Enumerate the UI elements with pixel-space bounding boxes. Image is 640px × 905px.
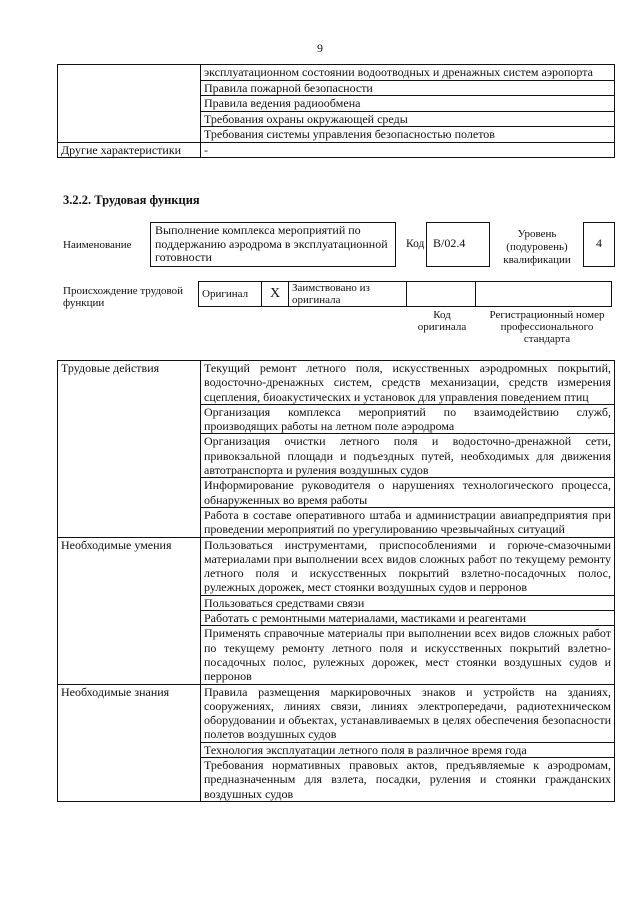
empty-label-cell	[58, 65, 201, 143]
registration-caption: Регистрационный номер профессионального стандарта	[489, 309, 605, 345]
page-number: 9	[317, 41, 323, 55]
table-cell: Текущий ремонт летного поля, искусственных аэродромных покрытий, водосточно-дренажных систем, средств механизации, средств измерения сцепления, биоакустических и установок для управления поведением птиц	[201, 361, 615, 405]
other-characteristics-label: Другие характеристики	[58, 142, 201, 158]
table-row	[58, 142, 615, 158]
labor-actions-label: Трудовые действия	[58, 361, 201, 538]
origin-code-cell	[407, 282, 476, 307]
table-cell: Организация комплекса мероприятий по взаимодействию служб, производящих работы на летном поле аэродрома	[201, 404, 615, 434]
required-skills-label: Необходимые умения	[58, 537, 201, 684]
table-row	[58, 65, 615, 81]
table-cell: Работать с ремонтными материалами, мастиками и реагентами	[201, 611, 615, 626]
section-title: 3.2.2. Трудовая функция	[63, 193, 200, 207]
labor-function-table	[57, 360, 615, 802]
qualification-level-label: Уровень (подуровень) квалификации	[503, 228, 571, 266]
original-mark: X	[262, 282, 289, 307]
table-cell: Требования нормативных правовых актов, предъявляемые к аэродромам, предназначенным для взлета, посадки, руления и стоянки гражданских воздушных судов	[201, 758, 615, 802]
original-label: Оригинал	[199, 282, 262, 307]
table-row	[58, 361, 615, 405]
table-cell: Требования системы управления безопасностью полетов	[201, 127, 615, 143]
table-cell: Правила размещения маркировочных знаков и устройств на зданиях, сооружениях, линиях связи, линиях электропередачи, радиотехническом оборудовании и объектах, устанавливаемых в целях обеспечения безопасности полетов воздушных судов	[201, 684, 615, 742]
table-cell: Организация очистки летного поля и водосточно-дренажной сети, привокзальной площади и подъездных путей, необходимых для движения автотранспорта и руления воздушных судов	[201, 434, 615, 478]
table-row	[58, 537, 615, 595]
origin-table	[198, 281, 612, 307]
code-caption: Код оригинала	[417, 309, 467, 333]
other-characteristics-value: -	[201, 142, 615, 158]
qualification-level-box: 4	[583, 222, 615, 267]
table-cell: Правила пожарной безопасности	[201, 80, 615, 96]
table-cell: Информирование руководителя о нарушениях технологического процесса, обнаруженных во время работы	[201, 478, 615, 508]
name-label: Наименование	[63, 239, 132, 251]
requirements-continuation-table	[57, 64, 615, 158]
borrowed-label: Заимствовано из оригинала	[289, 282, 407, 307]
table-cell: Пользоваться инструментами, приспособлениями и горюче-смазочными материалами при выполнении всех видов сложных работ по текущему ремонту летного поля и искусственных покрытий взлетно-посадочных полос, рулежных дорожек, мест стоянки воздушных судов и перронов	[201, 537, 615, 595]
required-knowledge-label: Необходимые знания	[58, 684, 201, 801]
table-cell: Пользоваться средствами связи	[201, 595, 615, 610]
code-label: Код	[406, 238, 425, 250]
table-cell: Работа в составе оперативного штаба и администрации авиапредприятия при проведении мероприятий по урегулированию чрезвычайных ситуаций	[201, 507, 615, 537]
table-row	[58, 684, 615, 742]
origin-label: Происхождение трудовой функции	[63, 285, 184, 309]
table-cell: Требования охраны окружающей среды	[201, 111, 615, 127]
table-cell: Применять справочные материалы при выполнении всех видов сложных работ по текущему ремонту летного поля и искусственных покрытий взлетно-посадочных полос, рулежных дорожек, мест стоянки воздушных судов и перронов	[201, 626, 615, 684]
code-value-box: В/02.4	[426, 222, 490, 267]
registration-number-cell	[476, 282, 612, 307]
table-cell: эксплуатационном состоянии водоотводных и дренажных систем аэропорта	[201, 65, 615, 81]
table-cell: Правила ведения радиообмена	[201, 96, 615, 112]
table-cell: Технология эксплуатации летного поля в различное время года	[201, 742, 615, 757]
function-name-box: Выполнение комплекса мероприятий по поддержанию аэродрома в эксплуатационной готовности	[150, 222, 396, 267]
